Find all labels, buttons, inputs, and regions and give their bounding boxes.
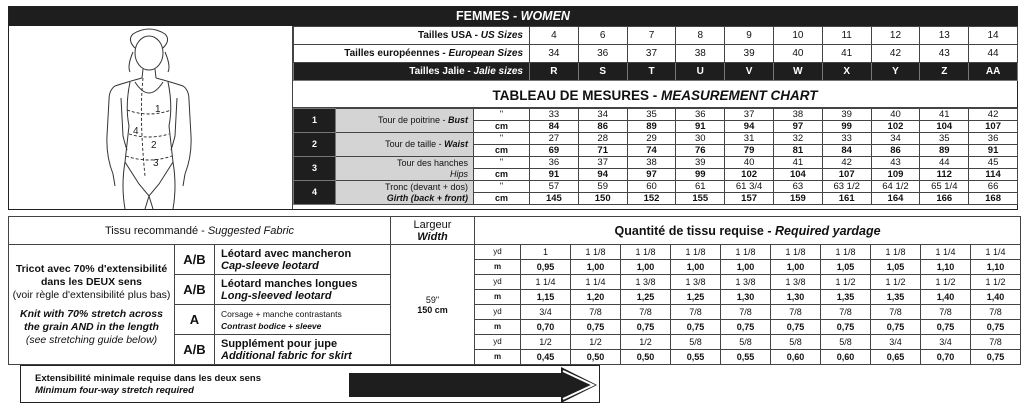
yardage-header-fr: Quantité de tissu requise bbox=[614, 223, 764, 238]
value-yd: 1 1/2 bbox=[871, 275, 921, 290]
value-m: 0,75 bbox=[621, 320, 671, 335]
size-cell: AA bbox=[969, 63, 1018, 81]
fabric-desc-en: Knit with 70% stretch across the grain AND in the length bbox=[20, 307, 163, 333]
fabric-description bbox=[9, 245, 175, 365]
measurement-name-en: Hips bbox=[449, 168, 468, 179]
banner-fr: FEMMES bbox=[456, 9, 510, 23]
unit-yd: yd bbox=[475, 275, 521, 290]
value-m: 1,00 bbox=[571, 260, 621, 275]
value-cm: 112 bbox=[920, 169, 969, 181]
value-m: 1,00 bbox=[771, 260, 821, 275]
value-m: 1,05 bbox=[871, 260, 921, 275]
value-cm: 97 bbox=[773, 121, 822, 133]
value-inches: 38 bbox=[627, 157, 676, 169]
value-yd: 1 1/2 bbox=[971, 275, 1021, 290]
value-cm: 161 bbox=[822, 193, 871, 205]
unit-m: m bbox=[475, 290, 521, 305]
value-inches: 60 bbox=[627, 181, 676, 193]
garment-name bbox=[215, 305, 391, 335]
fabric-width bbox=[391, 245, 475, 365]
value-cm: 166 bbox=[920, 193, 969, 205]
value-cm: 99 bbox=[822, 121, 871, 133]
size-row-label: Tailles européennes - European Sizes bbox=[294, 45, 530, 63]
value-inches: 32 bbox=[773, 133, 822, 145]
measurement-row-inches bbox=[294, 133, 1018, 145]
value-m: 0,75 bbox=[971, 320, 1021, 335]
size-cell: V bbox=[725, 63, 774, 81]
value-yd: 7/8 bbox=[971, 335, 1021, 350]
value-inches: 59 bbox=[578, 181, 627, 193]
value-m: 1,10 bbox=[971, 260, 1021, 275]
value-m: 0,50 bbox=[571, 350, 621, 365]
value-m: 0,70 bbox=[521, 320, 571, 335]
value-yd: 1/2 bbox=[621, 335, 671, 350]
value-cm: 152 bbox=[627, 193, 676, 205]
value-yd: 1 1/4 bbox=[521, 275, 571, 290]
value-inches: 37 bbox=[725, 109, 774, 121]
value-inches: 37 bbox=[578, 157, 627, 169]
value-m: 0,65 bbox=[871, 350, 921, 365]
banner-en: WOMEN bbox=[520, 9, 570, 23]
value-inches: 34 bbox=[871, 133, 920, 145]
measurement-name-en: Waist bbox=[444, 139, 468, 149]
value-yd: 5/8 bbox=[771, 335, 821, 350]
garment-name-fr: Corsage + manche contrastants bbox=[221, 308, 342, 319]
size-cell: 36 bbox=[578, 45, 627, 63]
value-m: 0,60 bbox=[821, 350, 871, 365]
value-inches: 40 bbox=[871, 109, 920, 121]
value-yd: 3/4 bbox=[871, 335, 921, 350]
size-row-label: Tailles Jalie - Jalie sizes bbox=[294, 63, 530, 81]
value-m: 0,55 bbox=[721, 350, 771, 365]
size-cell: 41 bbox=[822, 45, 871, 63]
value-yd: 7/8 bbox=[621, 305, 671, 320]
value-cm: 104 bbox=[773, 169, 822, 181]
value-m: 1,00 bbox=[671, 260, 721, 275]
size-measurement-panel bbox=[8, 6, 1018, 210]
size-cell: 9 bbox=[725, 27, 774, 45]
stretch-guide bbox=[20, 365, 600, 403]
value-yd: 1 1/4 bbox=[971, 245, 1021, 260]
yardage-header-en: Required yardage bbox=[774, 223, 881, 238]
figure-label-1: 1 bbox=[155, 104, 161, 115]
value-inches: 41 bbox=[773, 157, 822, 169]
value-m: 0,75 bbox=[771, 320, 821, 335]
garment-name-fr: Supplément pour jupe bbox=[221, 337, 338, 350]
figure-label-4: 4 bbox=[133, 126, 139, 137]
size-cell: 10 bbox=[773, 27, 822, 45]
unit-cm: cm bbox=[474, 169, 530, 181]
value-yd: 3/4 bbox=[521, 305, 571, 320]
value-m: 1,30 bbox=[771, 290, 821, 305]
value-inches: 42 bbox=[822, 157, 871, 169]
value-cm: 84 bbox=[530, 121, 579, 133]
value-inches: 42 bbox=[969, 109, 1018, 121]
value-yd: 1 bbox=[521, 245, 571, 260]
measurement-name-fr: Tronc (devant + dos) bbox=[385, 181, 468, 192]
measurement-row-inches bbox=[294, 181, 1018, 193]
size-row bbox=[294, 45, 1018, 63]
measurement-name-fr: Tour de poitrine bbox=[377, 115, 440, 125]
value-yd: 1 1/8 bbox=[621, 245, 671, 260]
unit-inches: " bbox=[474, 181, 530, 193]
size-cell: 43 bbox=[920, 45, 969, 63]
value-yd: 7/8 bbox=[821, 305, 871, 320]
size-cell: S bbox=[578, 63, 627, 81]
value-yd: 5/8 bbox=[721, 335, 771, 350]
value-m: 1,40 bbox=[971, 290, 1021, 305]
size-cell: R bbox=[530, 63, 579, 81]
value-m: 1,25 bbox=[671, 290, 721, 305]
value-cm: 86 bbox=[871, 145, 920, 157]
size-cell: 6 bbox=[578, 27, 627, 45]
size-cell: 11 bbox=[822, 27, 871, 45]
value-inches: 63 bbox=[773, 181, 822, 193]
size-cell: 13 bbox=[920, 27, 969, 45]
value-yd: 1/2 bbox=[571, 335, 621, 350]
size-cell: 7 bbox=[627, 27, 676, 45]
fabric-table bbox=[8, 216, 1021, 365]
value-inches: 40 bbox=[725, 157, 774, 169]
measurement-name-en: Girth (back + front) bbox=[386, 192, 468, 203]
fabric-width-cm: 150 cm bbox=[417, 304, 448, 315]
measurement-name-en: Bust bbox=[448, 115, 468, 125]
value-inches: 61 3/4 bbox=[725, 181, 774, 193]
fabric-desc-fr-note: (voir règle d'extensibilité plus bas) bbox=[12, 288, 171, 301]
value-yd: 1 1/8 bbox=[871, 245, 921, 260]
value-inches: 35 bbox=[920, 133, 969, 145]
unit-yd: yd bbox=[475, 335, 521, 350]
value-m: 1,25 bbox=[621, 290, 671, 305]
size-row bbox=[294, 63, 1018, 81]
garment-name bbox=[215, 335, 391, 365]
value-cm: 94 bbox=[578, 169, 627, 181]
value-yd: 1 1/8 bbox=[821, 245, 871, 260]
value-yd: 1 1/4 bbox=[921, 245, 971, 260]
garment-name bbox=[215, 275, 391, 305]
value-cm: 164 bbox=[871, 193, 920, 205]
size-cell: T bbox=[627, 63, 676, 81]
size-cell: 14 bbox=[969, 27, 1018, 45]
value-inches: 33 bbox=[530, 109, 579, 121]
value-yd: 7/8 bbox=[771, 305, 821, 320]
size-cell: 39 bbox=[725, 45, 774, 63]
garment-name-fr: Léotard manches longues bbox=[221, 277, 358, 290]
measurement-number: 1 bbox=[294, 109, 336, 133]
fabric-header: Tissu recommandé - Suggested Fabric bbox=[9, 217, 391, 245]
size-cell: X bbox=[822, 63, 871, 81]
value-cm: 94 bbox=[725, 121, 774, 133]
stretch-arrow-icon bbox=[349, 367, 599, 403]
value-cm: 168 bbox=[969, 193, 1018, 205]
value-yd: 1 1/2 bbox=[821, 275, 871, 290]
unit-inches: " bbox=[474, 133, 530, 145]
value-m: 1,05 bbox=[821, 260, 871, 275]
value-m: 0,55 bbox=[671, 350, 721, 365]
garment-name-en: Additional fabric for skirt bbox=[221, 349, 352, 362]
value-m: 1,20 bbox=[571, 290, 621, 305]
value-inches: 36 bbox=[676, 109, 725, 121]
size-label-fr: Tailles européennes bbox=[344, 48, 440, 59]
value-inches: 65 1/4 bbox=[920, 181, 969, 193]
measurement-table bbox=[293, 108, 1018, 205]
value-inches: 28 bbox=[578, 133, 627, 145]
fabric-width-in: 59" bbox=[425, 294, 440, 305]
value-cm: 150 bbox=[578, 193, 627, 205]
value-yd: 1 1/8 bbox=[721, 245, 771, 260]
value-inches: 36 bbox=[969, 133, 1018, 145]
size-cell: 4 bbox=[530, 27, 579, 45]
value-inches: 39 bbox=[676, 157, 725, 169]
size-cell: 40 bbox=[773, 45, 822, 63]
value-yd: 7/8 bbox=[571, 305, 621, 320]
value-cm: 69 bbox=[530, 145, 579, 157]
chart-title-fr: TABLEAU DE MESURES bbox=[492, 88, 649, 103]
size-cell: U bbox=[676, 63, 725, 81]
value-m: 0,75 bbox=[971, 350, 1021, 365]
value-cm: 97 bbox=[627, 169, 676, 181]
measurement-row-inches bbox=[294, 157, 1018, 169]
value-yd: 3/4 bbox=[921, 335, 971, 350]
value-m: 0,70 bbox=[921, 350, 971, 365]
stretch-guide-text bbox=[35, 373, 261, 397]
size-cell: 8 bbox=[676, 27, 725, 45]
value-m: 1,30 bbox=[721, 290, 771, 305]
value-cm: 91 bbox=[969, 145, 1018, 157]
value-m: 0,75 bbox=[821, 320, 871, 335]
figure-label-2: 2 bbox=[151, 140, 157, 151]
value-inches: 44 bbox=[920, 157, 969, 169]
measurement-name bbox=[336, 181, 474, 205]
value-yd: 1 3/8 bbox=[771, 275, 821, 290]
value-inches: 57 bbox=[530, 181, 579, 193]
size-cell: 34 bbox=[530, 45, 579, 63]
value-cm: 91 bbox=[530, 169, 579, 181]
value-cm: 159 bbox=[773, 193, 822, 205]
value-cm: 155 bbox=[676, 193, 725, 205]
measurement-row-inches bbox=[294, 109, 1018, 121]
value-m: 1,00 bbox=[621, 260, 671, 275]
value-m: 1,40 bbox=[921, 290, 971, 305]
size-cell: 37 bbox=[627, 45, 676, 63]
value-cm: 102 bbox=[871, 121, 920, 133]
unit-cm: cm bbox=[474, 121, 530, 133]
size-cell: 44 bbox=[969, 45, 1018, 63]
value-m: 0,75 bbox=[671, 320, 721, 335]
woman-figure-illustration bbox=[9, 26, 293, 209]
value-yd: 7/8 bbox=[871, 305, 921, 320]
value-cm: 89 bbox=[627, 121, 676, 133]
value-m: 1,00 bbox=[721, 260, 771, 275]
value-yd: 5/8 bbox=[821, 335, 871, 350]
value-m: 0,50 bbox=[621, 350, 671, 365]
value-inches: 36 bbox=[530, 157, 579, 169]
measurement-chart-title: TABLEAU DE MESURES - MEASUREMENT CHART bbox=[293, 83, 1017, 108]
measurement-number: 2 bbox=[294, 133, 336, 157]
yardage-row-yd bbox=[9, 245, 1021, 260]
width-header-en: Width bbox=[417, 230, 448, 243]
value-cm: 89 bbox=[920, 145, 969, 157]
value-cm: 74 bbox=[627, 145, 676, 157]
fabric-desc-fr: Tricot avec 70% d'extensibilité dans les DEUX sens bbox=[15, 262, 168, 288]
value-inches: 35 bbox=[627, 109, 676, 121]
value-inches: 61 bbox=[676, 181, 725, 193]
value-inches: 63 1/2 bbox=[822, 181, 871, 193]
size-label-en: US Sizes bbox=[480, 30, 523, 41]
size-row bbox=[294, 27, 1018, 45]
value-cm: 71 bbox=[578, 145, 627, 157]
stretch-guide-fr: Extensibilité minimale requise dans les deux sens bbox=[35, 373, 261, 384]
figure-label-3: 3 bbox=[153, 158, 159, 169]
value-inches: 39 bbox=[822, 109, 871, 121]
value-yd: 7/8 bbox=[671, 305, 721, 320]
fabric-desc-en-note: (see stretching guide below) bbox=[25, 333, 158, 346]
fabric-header-fr: Tissu recommandé bbox=[104, 224, 199, 237]
chart-title-en: MEASUREMENT CHART bbox=[661, 88, 818, 103]
width-header bbox=[391, 217, 475, 245]
size-row-label: Tailles USA - US Sizes bbox=[294, 27, 530, 45]
value-inches: 29 bbox=[627, 133, 676, 145]
value-cm: 102 bbox=[725, 169, 774, 181]
measurement-number: 4 bbox=[294, 181, 336, 205]
value-yd: 1 1/8 bbox=[671, 245, 721, 260]
value-inches: 64 1/2 bbox=[871, 181, 920, 193]
unit-cm: cm bbox=[474, 193, 530, 205]
value-yd: 1 3/8 bbox=[671, 275, 721, 290]
measurement-name-fr: Tour des hanches bbox=[396, 157, 468, 168]
value-cm: 76 bbox=[676, 145, 725, 157]
value-m: 1,35 bbox=[871, 290, 921, 305]
value-inches: 66 bbox=[969, 181, 1018, 193]
value-yd: 1 1/2 bbox=[921, 275, 971, 290]
value-m: 1,10 bbox=[921, 260, 971, 275]
value-inches: 41 bbox=[920, 109, 969, 121]
women-banner: FEMMES - WOMEN bbox=[9, 7, 1017, 26]
value-cm: 104 bbox=[920, 121, 969, 133]
value-m: 0,75 bbox=[921, 320, 971, 335]
unit-cm: cm bbox=[474, 145, 530, 157]
value-m: 0,95 bbox=[521, 260, 571, 275]
value-inches: 33 bbox=[822, 133, 871, 145]
value-yd: 1 1/8 bbox=[771, 245, 821, 260]
measurement-name-fr: Tour de taille bbox=[385, 139, 437, 149]
value-cm: 109 bbox=[871, 169, 920, 181]
yardage-header: Quantité de tissu requise - Required yardage bbox=[475, 217, 1021, 245]
size-table bbox=[293, 26, 1018, 81]
value-yd: 7/8 bbox=[721, 305, 771, 320]
size-label-en: European Sizes bbox=[448, 48, 523, 59]
value-m: 0,75 bbox=[871, 320, 921, 335]
size-cell: 38 bbox=[676, 45, 725, 63]
unit-m: m bbox=[475, 350, 521, 365]
value-inches: 38 bbox=[773, 109, 822, 121]
value-yd: 1 1/4 bbox=[571, 275, 621, 290]
value-cm: 114 bbox=[969, 169, 1018, 181]
unit-inches: " bbox=[474, 109, 530, 121]
value-yd: 5/8 bbox=[671, 335, 721, 350]
garment-name bbox=[215, 245, 391, 275]
size-label-en: Jalie sizes bbox=[473, 66, 523, 77]
size-cell: W bbox=[773, 63, 822, 81]
size-label-fr: Tailles USA bbox=[417, 30, 472, 41]
garment-code: A/B bbox=[175, 335, 215, 365]
garment-name-en: Long-sleeved leotard bbox=[221, 289, 332, 302]
measurement-name: Tour de taille - Waist bbox=[336, 133, 474, 157]
unit-yd: yd bbox=[475, 245, 521, 260]
size-cell: 12 bbox=[871, 27, 920, 45]
garment-name-en: Contrast bodice + sleeve bbox=[221, 320, 322, 331]
value-inches: 45 bbox=[969, 157, 1018, 169]
value-m: 0,60 bbox=[771, 350, 821, 365]
value-yd: 1/2 bbox=[521, 335, 571, 350]
value-inches: 27 bbox=[530, 133, 579, 145]
size-cell: Z bbox=[920, 63, 969, 81]
value-m: 0,75 bbox=[721, 320, 771, 335]
value-cm: 99 bbox=[676, 169, 725, 181]
garment-code: A bbox=[175, 305, 215, 335]
value-m: 1,35 bbox=[821, 290, 871, 305]
value-cm: 107 bbox=[822, 169, 871, 181]
value-yd: 7/8 bbox=[921, 305, 971, 320]
measurement-name: Tour de poitrine - Bust bbox=[336, 109, 474, 133]
unit-inches: " bbox=[474, 157, 530, 169]
garment-name-fr: Léotard avec mancheron bbox=[221, 247, 352, 260]
garment-code: A/B bbox=[175, 245, 215, 275]
value-inches: 30 bbox=[676, 133, 725, 145]
stretch-guide-en: Minimum four-way stretch required bbox=[35, 385, 194, 396]
value-yd: 1 1/8 bbox=[571, 245, 621, 260]
value-yd: 1 3/8 bbox=[621, 275, 671, 290]
value-cm: 79 bbox=[725, 145, 774, 157]
value-cm: 145 bbox=[530, 193, 579, 205]
measurement-name bbox=[336, 157, 474, 181]
value-m: 0,75 bbox=[571, 320, 621, 335]
value-m: 0,45 bbox=[521, 350, 571, 365]
unit-m: m bbox=[475, 260, 521, 275]
value-cm: 91 bbox=[676, 121, 725, 133]
value-yd: 7/8 bbox=[971, 305, 1021, 320]
value-m: 1,15 bbox=[521, 290, 571, 305]
size-cell: 42 bbox=[871, 45, 920, 63]
size-label-fr: Tailles Jalie bbox=[409, 66, 465, 77]
value-cm: 157 bbox=[725, 193, 774, 205]
value-inches: 43 bbox=[871, 157, 920, 169]
unit-yd: yd bbox=[475, 305, 521, 320]
unit-m: m bbox=[475, 320, 521, 335]
value-yd: 1 3/8 bbox=[721, 275, 771, 290]
garment-name-en: Cap-sleeve leotard bbox=[221, 259, 319, 272]
garment-code: A/B bbox=[175, 275, 215, 305]
fabric-header-en: Suggested Fabric bbox=[207, 224, 295, 237]
measurement-number: 3 bbox=[294, 157, 336, 181]
value-inches: 34 bbox=[578, 109, 627, 121]
size-cell: Y bbox=[871, 63, 920, 81]
value-inches: 31 bbox=[725, 133, 774, 145]
value-cm: 107 bbox=[969, 121, 1018, 133]
value-cm: 84 bbox=[822, 145, 871, 157]
width-header-fr: Largeur bbox=[413, 218, 452, 231]
value-cm: 81 bbox=[773, 145, 822, 157]
value-cm: 86 bbox=[578, 121, 627, 133]
